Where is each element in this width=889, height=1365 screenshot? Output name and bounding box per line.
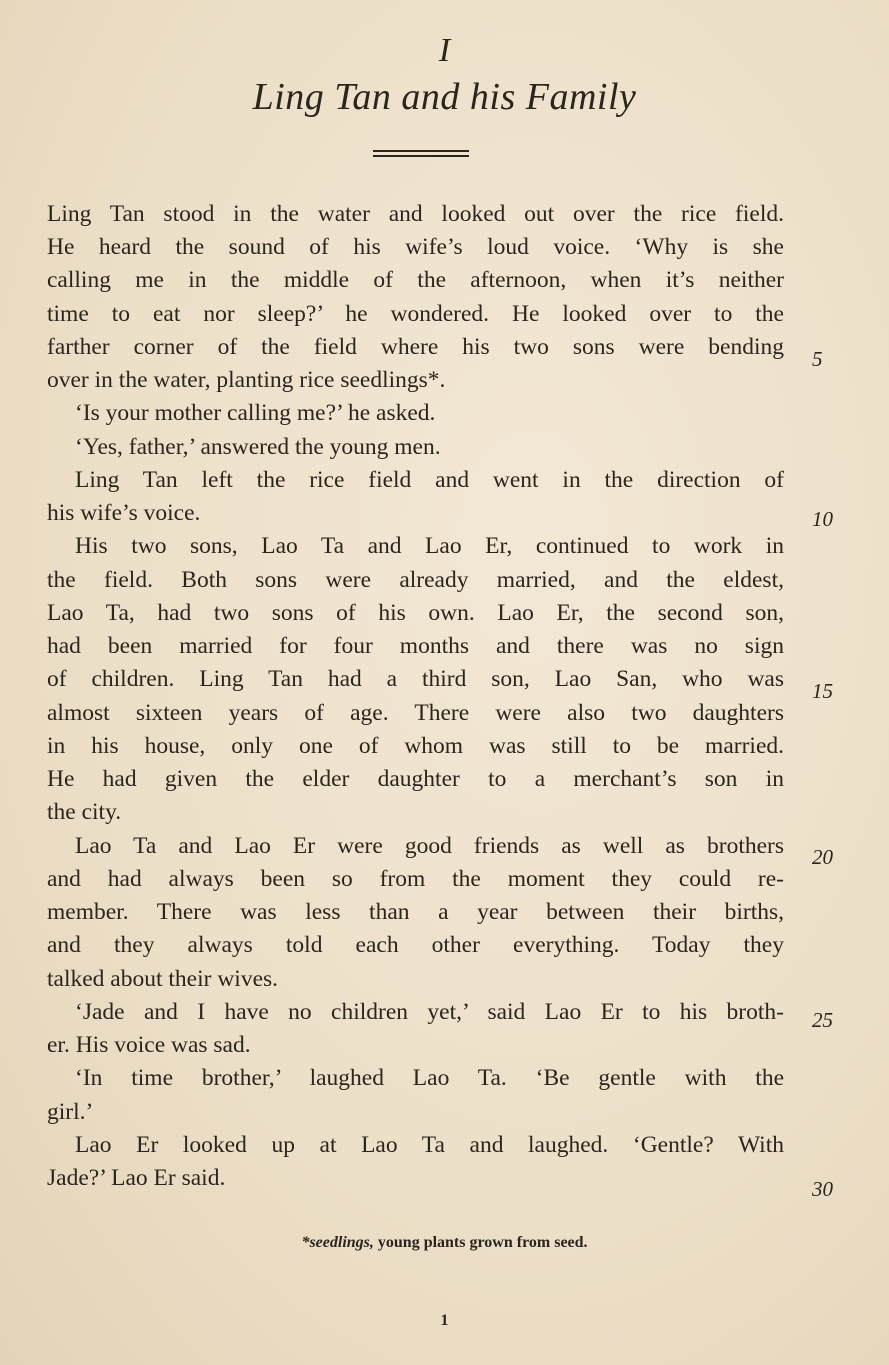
page-number: 1: [440, 1312, 449, 1329]
text-line: in his house, only one of whom was still to be married.: [47, 733, 784, 759]
text-line: the field. Both sons were already married, and the eldest,: [47, 567, 784, 593]
text-line: er. His voice was sad.: [47, 1032, 251, 1058]
line-number: 25: [812, 1008, 833, 1032]
text-line: ‘Yes, father,’ answered the young men.: [75, 434, 441, 460]
chapter-number: I: [438, 32, 451, 69]
text-line: the city.: [47, 799, 122, 825]
text-line: and had always been so from the moment they could re-: [47, 866, 784, 892]
line-number: 10: [812, 507, 833, 531]
title-divider: [373, 150, 469, 159]
text-line: ‘Jade and I have no children yet,’ said Lao Er to his broth-: [75, 999, 784, 1025]
text-line: He had given the elder daughter to a merchant’s son in: [47, 766, 784, 792]
text-line: and they always told each other everything. Today they: [47, 932, 784, 958]
text-line: his wife’s voice.: [47, 500, 201, 526]
line-number: 15: [812, 679, 833, 703]
text-line: Lao Ta and Lao Er were good friends as well as brothers: [75, 833, 784, 859]
text-line: His two sons, Lao Ta and Lao Er, continued to work in: [75, 533, 784, 559]
text-line: of children. Ling Tan had a third son, Lao San, who was: [47, 666, 784, 692]
text-line: Lao Ta, had two sons of his own. Lao Er, the second son,: [47, 600, 784, 626]
text-line: talked about their wives.: [47, 966, 279, 992]
text-line: Jade?’ Lao Er said.: [47, 1165, 226, 1191]
line-number: 30: [812, 1177, 833, 1201]
text-line: calling me in the middle of the afternoon, when it’s neither: [47, 267, 784, 293]
text-line: ‘Is your mother calling me?’ he asked.: [75, 400, 436, 426]
text-line: time to eat nor sleep?’ he wondered. He looked over to the: [47, 301, 784, 327]
line-number: 5: [812, 347, 823, 371]
text-line: almost sixteen years of age. There were also two daughters: [47, 700, 784, 726]
text-line: farther corner of the field where his two sons were bending: [47, 334, 784, 360]
text-line: Ling Tan stood in the water and looked out over the rice field.: [47, 201, 784, 227]
text-line: Ling Tan left the rice field and went in the direction of: [75, 467, 784, 493]
text-line: He heard the sound of his wife’s loud voice. ‘Why is she: [47, 234, 784, 260]
chapter-title: Ling Tan and his Family: [252, 76, 637, 118]
text-line: girl.’: [47, 1099, 94, 1125]
text-line: ‘In time brother,’ laughed Lao Ta. ‘Be gentle with the: [75, 1065, 784, 1091]
footnote-definition: young plants grown from seed.: [377, 1234, 588, 1251]
line-number: 20: [812, 845, 833, 869]
text-line: Lao Er looked up at Lao Ta and laughed. ‘Gentle? With: [75, 1132, 784, 1158]
footnote-term: *seedlings,: [301, 1234, 374, 1251]
text-line: member. There was less than a year between their births,: [47, 899, 784, 925]
footnote: [0, 1234, 889, 1252]
text-line: over in the water, planting rice seedlings*.: [47, 367, 446, 393]
text-line: had been married for four months and there was no sign: [47, 633, 784, 659]
